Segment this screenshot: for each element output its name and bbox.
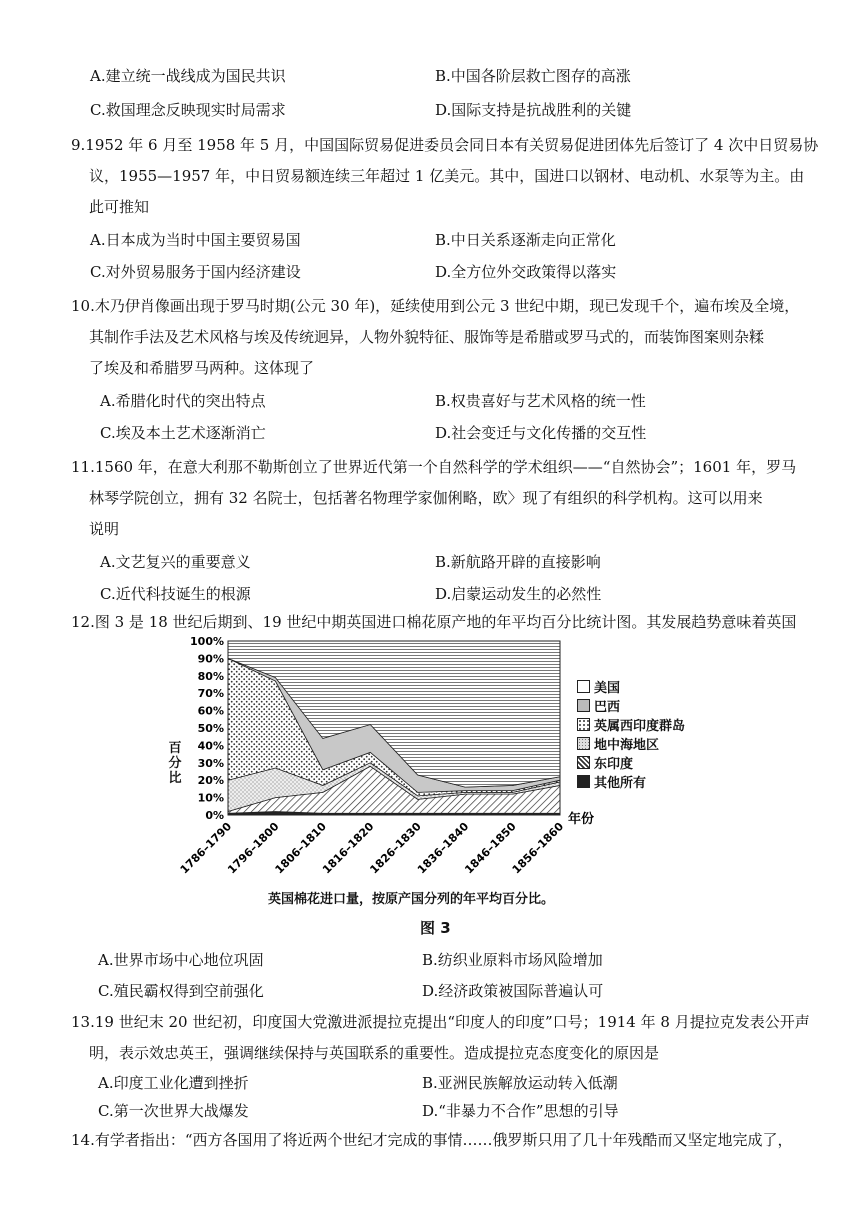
q10-option-a: A.希腊化时代的突出特点 [100, 392, 266, 410]
x-tick-label: 1816–1820 [320, 819, 377, 877]
q13-stem-line-1: 13.19 世纪末 20 世纪初，印度国大党激进派提拉克提出“印度人的印度”口号；1914 年 8 月提拉克发表公开声 [71, 1013, 810, 1031]
chart-y-axis-label: 百分比 [168, 741, 182, 786]
chart-caption: 英国棉花进口量，按原产国分列的年平均百分比。 [268, 892, 555, 907]
q9-stem-line-3: 此可推知 [89, 198, 150, 216]
legend-label-brazil: 巴西 [594, 700, 621, 715]
x-tick-label: 1846–1850 [462, 819, 519, 877]
y-tick-label: 100% [190, 635, 224, 648]
q9-option-a: A.日本成为当时中国主要贸易国 [90, 231, 301, 249]
y-tick-label: 10% [197, 791, 224, 805]
q11-stem-line-1: 11.1560 年，在意大利那不勒斯创立了世界近代第一个自然科学的学术组织——“自然协会”；1601 年，罗马 [71, 458, 797, 476]
x-tick-label: 1836–1840 [414, 819, 472, 877]
q13-option-b: B.亚洲民族解放运动转入低潮 [422, 1074, 618, 1092]
q10-option-c: C.埃及本土艺术逐渐消亡 [100, 424, 266, 442]
q12-stem-line-1: 12.图 3 是 18 世纪后期到、19 世纪中期英国进口棉花原产地的年平均百分比统计图。其发展趋势意味着英国 [71, 613, 797, 631]
q13-option-a: A.印度工业化遭到挫折 [98, 1074, 249, 1092]
q9-option-b: B.中日关系逐渐走向正常化 [435, 231, 616, 249]
q11-option-d: D.启蒙运动发生的必然性 [435, 585, 602, 603]
q12-option-b: B.纺织业原料市场风险增加 [422, 951, 603, 969]
q13-stem-line-2: 明，表示效忠英王，强调继续保持与英国联系的重要性。造成提拉克态度变化的原因是 [89, 1044, 660, 1062]
legend-item-others [577, 772, 685, 791]
legend-swatch-east-india [577, 756, 590, 769]
legend-swatch-west-indies [577, 718, 590, 731]
q10-option-b: B.权贵喜好与艺术风格的统一性 [435, 392, 646, 410]
x-tick-label: 1806–1810 [272, 819, 329, 877]
legend-label-mediterranean: 地中海地区 [594, 738, 660, 753]
legend-label-us: 美国 [594, 681, 621, 696]
legend-swatch-others [577, 775, 590, 788]
q8-option-d: D.国际支持是抗战胜利的关键 [435, 101, 632, 119]
chart-legend [577, 677, 685, 791]
q11-stem-line-2: 林琴学院创立，拥有 32 名院士，包括著名物理学家伽俐略，欧〉现了有组织的科学机构。这可以用来 [89, 489, 763, 507]
q9-option-d: D.全方位外交政策得以落实 [435, 263, 617, 281]
q8-option-b: B.中国各阶层救亡图存的高涨 [435, 67, 631, 85]
q10-stem-line-1: 10.木乃伊肖像画出现于罗马时期(公元 30 年)，延续使用到公元 3 世纪中期，现已发现千个，遍布埃及全境， [71, 297, 800, 315]
q13-option-c: C.第一次世界大战爆发 [98, 1102, 249, 1120]
legend-label-others: 其他所有 [594, 776, 647, 791]
y-tick-label: 90% [197, 652, 224, 666]
q11-option-b: B.新航路开辟的直接影响 [435, 553, 601, 571]
legend-item-east-india [577, 753, 685, 772]
legend-label-east-india: 东印度 [594, 757, 634, 772]
legend-item-mediterranean [577, 734, 685, 753]
y-tick-label: 70% [197, 687, 224, 701]
legend-swatch-brazil [577, 699, 590, 712]
y-tick-label: 40% [197, 739, 224, 753]
y-tick-label: 50% [197, 722, 224, 735]
q9-option-c: C.对外贸易服务于国内经济建设 [90, 263, 301, 281]
q8-option-c: C.救国理念反映现实时局需求 [90, 101, 286, 119]
q11-stem-line-3: 说明 [89, 520, 120, 538]
q14-stem-line-1: 14.有学者指出：“西方各国用了将近两个世纪才完成的事情……俄罗斯只用了几十年残酷而又坚定地完成了， [71, 1131, 793, 1149]
q11-option-a: A.文艺复兴的重要意义 [100, 553, 251, 571]
q12-option-c: C.殖民霸权得到空前强化 [98, 982, 264, 1000]
y-tick-label: 60% [197, 704, 224, 718]
q9-stem-line-1: 9.1952 年 6 月至 1958 年 5 月，中国国际贸易促进委员会同日本有关贸易促进团体先后签订了 4 次中日贸易协 [71, 136, 819, 154]
figure-title: 图 3 [420, 919, 451, 937]
legend-item-brazil [577, 696, 685, 715]
q10-stem-line-3: 了埃及和希腊罗马两种。这体现了 [89, 359, 315, 377]
y-tick-label: 20% [197, 774, 224, 788]
q12-option-d: D.经济政策被国际普遍认可 [422, 982, 604, 1000]
q11-option-c: C.近代科技诞生的根源 [100, 585, 251, 603]
x-tick-label: 1796–1800 [225, 819, 282, 877]
y-tick-label: 80% [197, 669, 224, 683]
legend-item-us [577, 677, 685, 696]
x-tick-label: 1856–1860 [509, 819, 567, 877]
q9-stem-line-2: 议，1955—1957 年，中日贸易额连续三年超过 1 亿美元。其中，国进口以钢材、电动机、水泵等为主。由 [89, 167, 805, 185]
x-axis-label: 年份 [568, 812, 595, 827]
cotton-import-chart [168, 633, 728, 915]
q10-stem-line-2: 其制作手法及艺术风格与埃及传统迥异，人物外貌特征、服饰等是希腊或罗马式的，而装饰图案则杂糅 [89, 328, 765, 346]
x-tick-label: 1826–1830 [367, 819, 424, 877]
legend-swatch-mediterranean [577, 737, 590, 750]
legend-item-west-indies [577, 715, 685, 734]
q10-option-d: D.社会变迁与文化传播的交互性 [435, 424, 647, 442]
legend-label-west-indies: 英属西印度群岛 [594, 719, 686, 734]
q12-option-a: A.世界市场中心地位巩固 [98, 951, 264, 969]
y-tick-label: 0% [205, 809, 224, 822]
q8-option-a: A.建立统一战线成为国民共识 [90, 67, 286, 85]
y-tick-label: 30% [197, 756, 224, 770]
legend-swatch-us [577, 680, 590, 693]
q13-option-d: D.“非暴力不合作”思想的引导 [422, 1102, 619, 1120]
x-tick-label: 1786–1790 [177, 819, 235, 877]
